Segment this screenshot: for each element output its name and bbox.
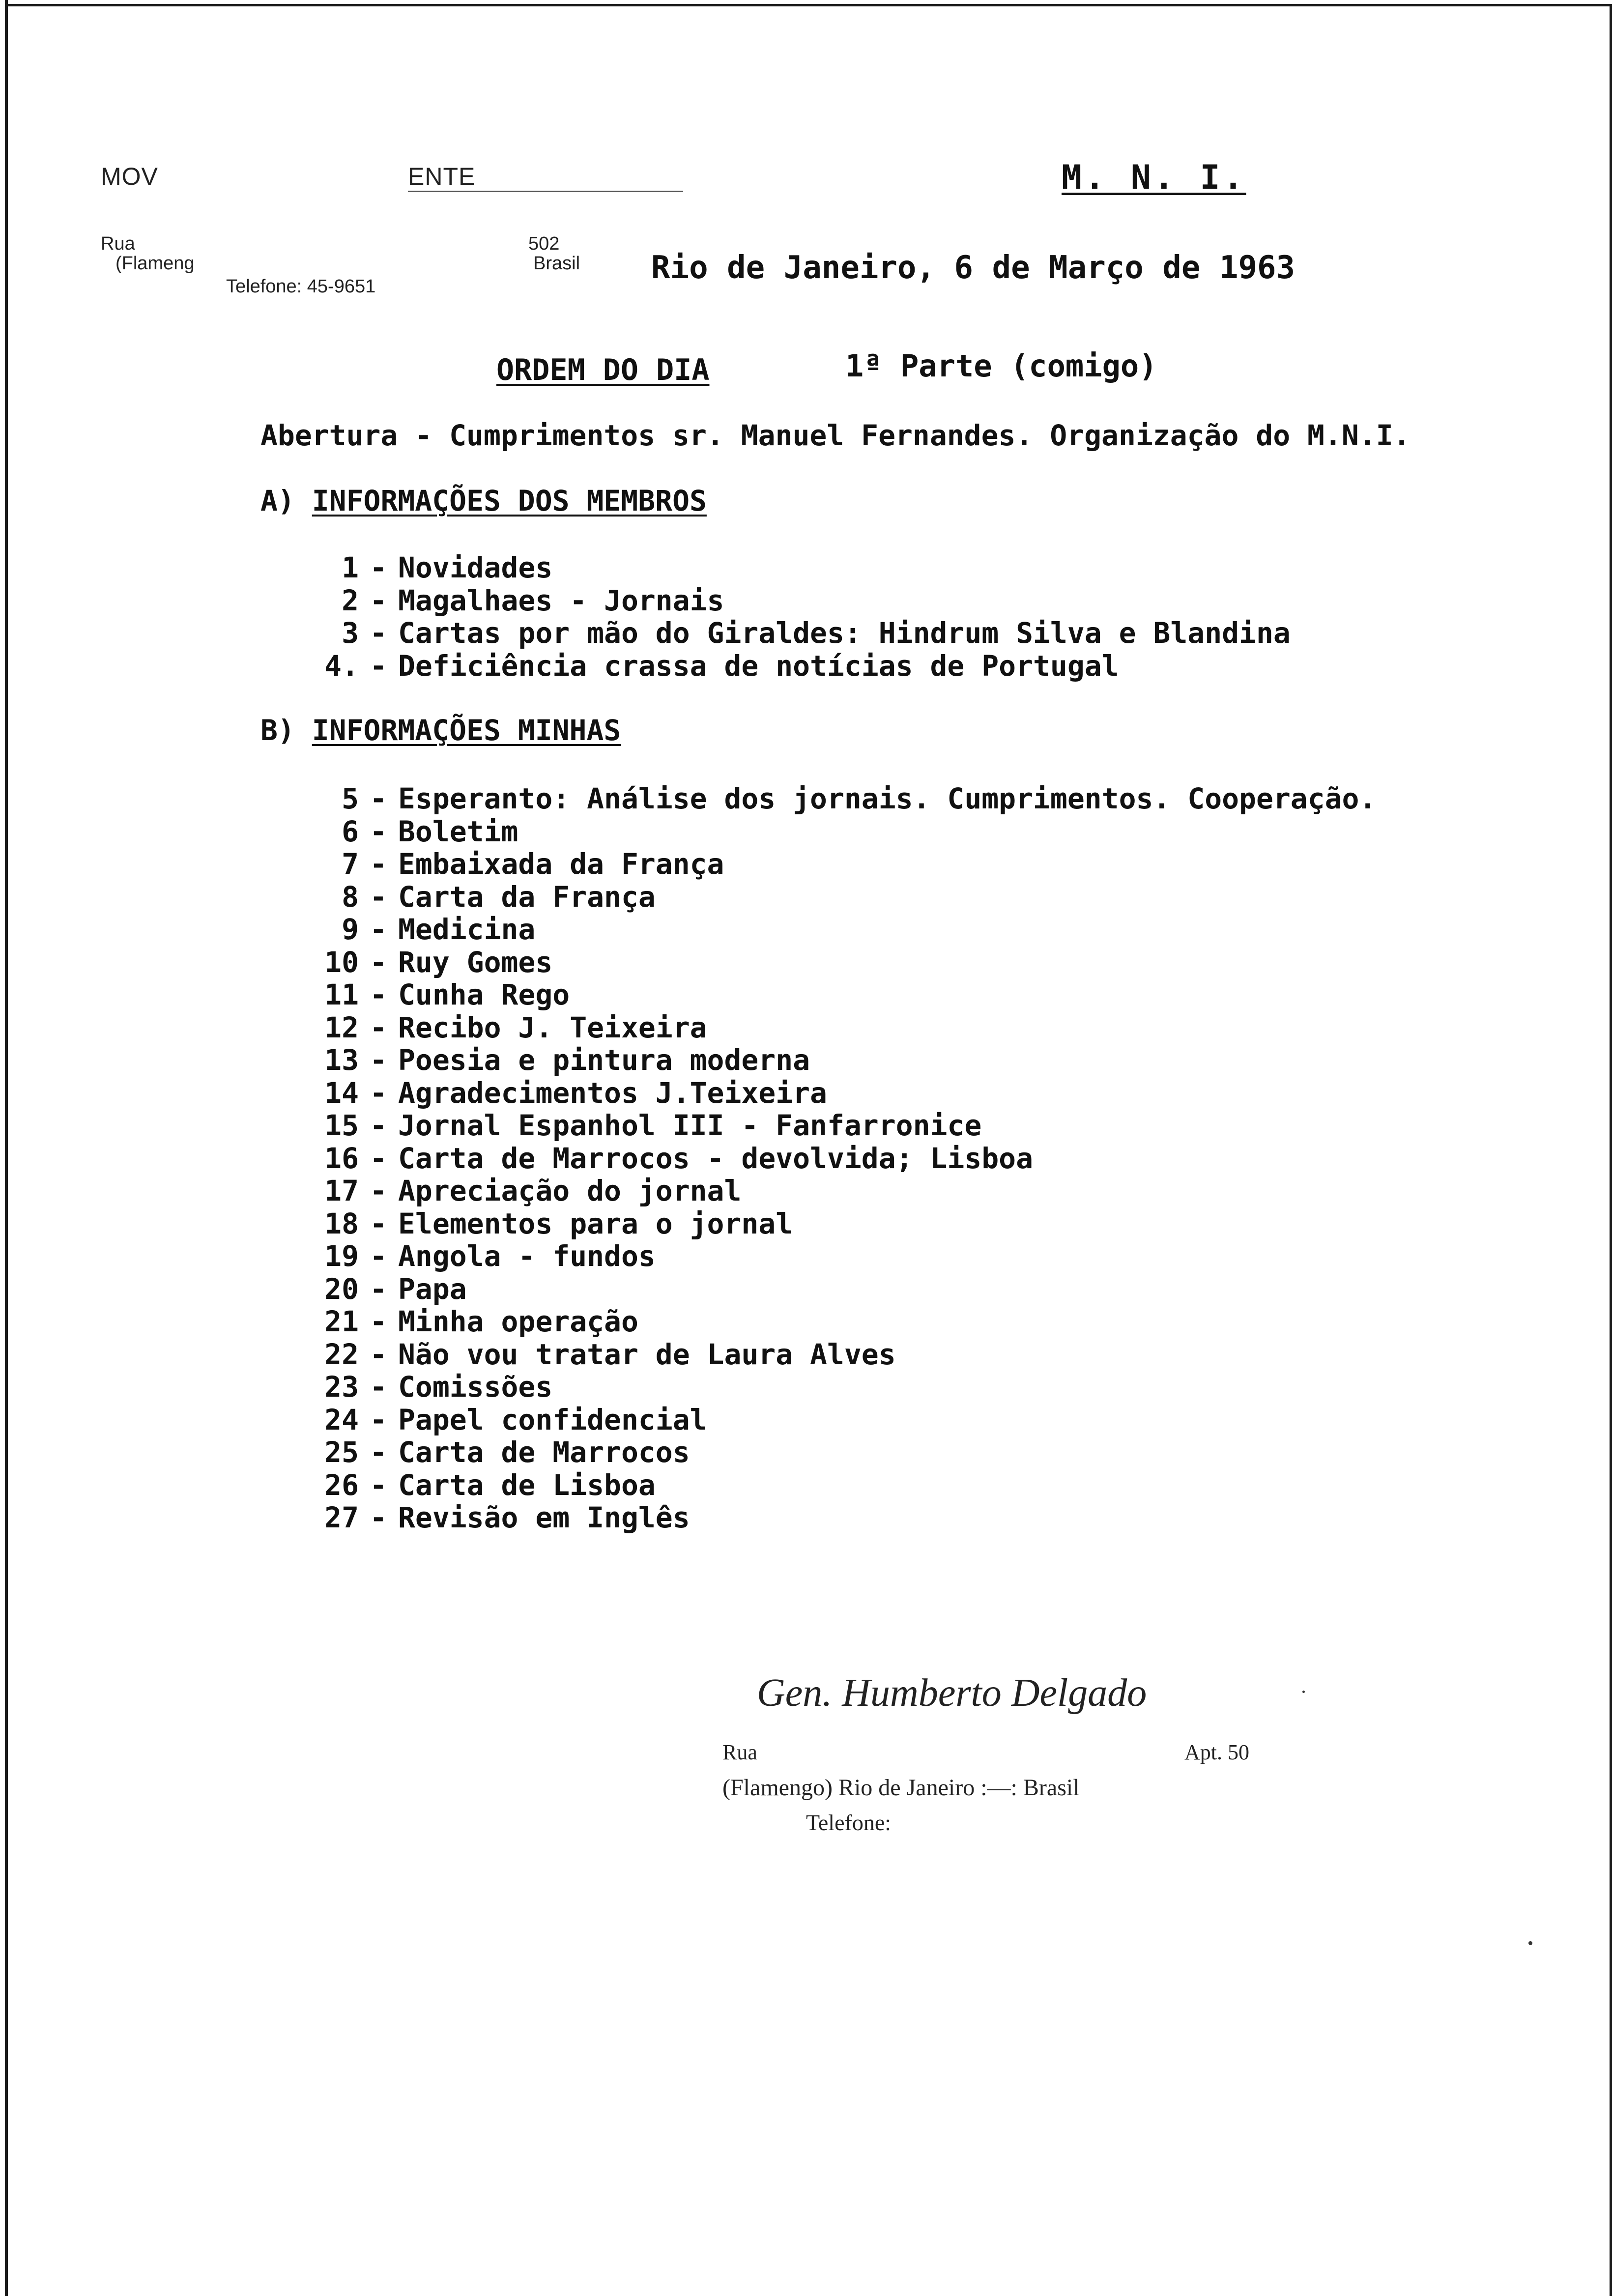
list-item	[275, 881, 1376, 914]
item-number: 1	[342, 551, 359, 584]
organization-abbreviation: M. N. I.	[1062, 158, 1246, 197]
item-dash: -	[370, 1174, 387, 1207]
item-text: Carta de Marrocos	[398, 1435, 690, 1469]
item-number: 25	[324, 1435, 359, 1469]
item-number: 26	[324, 1468, 359, 1502]
item-number: 22	[324, 1337, 359, 1371]
scan-border-left	[5, 0, 8, 2296]
section-a-label: A)	[260, 484, 295, 517]
item-dash: -	[370, 1337, 387, 1371]
item-dash: -	[370, 1043, 387, 1077]
item-number: 24	[324, 1403, 359, 1436]
list-item	[275, 1501, 1376, 1534]
list-item	[275, 1404, 1376, 1436]
item-dash: -	[370, 913, 387, 946]
item-text: Boletim	[398, 814, 518, 848]
item-number: 11	[324, 978, 359, 1011]
item-dash: -	[370, 847, 387, 881]
item-text: Poesia e pintura moderna	[398, 1043, 810, 1077]
section-a-heading	[260, 484, 707, 517]
item-dash: -	[370, 1206, 387, 1240]
item-dash: -	[370, 649, 387, 683]
signature-address: Rua Apt. 50	[722, 1740, 1249, 1764]
item-text: Angola - fundos	[398, 1239, 656, 1273]
letterhead-line-3: (Flameng Brasil	[115, 253, 580, 274]
scan-border-right	[1610, 4, 1612, 2296]
item-text: Deficiência crassa de notícias de Portugal	[398, 649, 1119, 683]
section-b-list	[275, 782, 1376, 1534]
item-number: 4.	[324, 649, 359, 683]
item-text: Elementos para o jornal	[398, 1206, 793, 1240]
list-item	[275, 782, 1376, 815]
list-item	[275, 1436, 1376, 1469]
letterhead-line-2: Rua 502	[101, 233, 560, 254]
item-number: 14	[324, 1076, 359, 1110]
list-item	[275, 848, 1376, 881]
list-item	[275, 1207, 1376, 1240]
scan-speck	[1302, 1691, 1305, 1693]
scan-speck	[1528, 1941, 1532, 1945]
item-number: 20	[324, 1272, 359, 1306]
item-number: 23	[324, 1370, 359, 1404]
item-number: 6	[342, 814, 359, 848]
list-item	[275, 1175, 1376, 1207]
list-item	[275, 1273, 1376, 1306]
item-dash: -	[370, 1501, 387, 1534]
item-dash: -	[370, 1010, 387, 1044]
item-dash: -	[370, 1305, 387, 1338]
section-b-label: B)	[260, 714, 295, 747]
item-number: 9	[342, 913, 359, 946]
item-dash: -	[370, 814, 387, 848]
item-number: 18	[324, 1206, 359, 1240]
item-dash: -	[370, 1141, 387, 1175]
list-item	[275, 1305, 1376, 1338]
list-item	[275, 978, 1376, 1011]
signature-name: Gen. Humberto Delgado	[757, 1671, 1147, 1715]
item-number: 15	[324, 1109, 359, 1142]
item-dash: -	[370, 1435, 387, 1469]
item-number: 10	[324, 945, 359, 979]
list-item	[275, 551, 1291, 584]
list-item	[275, 650, 1291, 683]
item-text: Carta de Lisboa	[398, 1468, 656, 1502]
item-dash: -	[370, 1468, 387, 1502]
list-item	[275, 913, 1376, 946]
item-text: Comissões	[398, 1370, 553, 1404]
item-number: 12	[324, 1010, 359, 1044]
signature-phone: Telefone:	[806, 1810, 892, 1835]
list-item	[275, 1011, 1376, 1044]
agenda-part-label: 1ª Parte (comigo)	[845, 348, 1157, 384]
list-item	[275, 584, 1291, 617]
letterhead-phone: Telefone: 45-9651	[226, 276, 376, 297]
item-dash: -	[370, 782, 387, 815]
item-text: Novidades	[398, 551, 553, 584]
list-item	[275, 946, 1376, 979]
item-number: 13	[324, 1043, 359, 1077]
item-dash: -	[370, 1076, 387, 1110]
agenda-heading: ORDEM DO DIA	[496, 353, 710, 387]
item-number: 16	[324, 1141, 359, 1175]
item-text: Ruy Gomes	[398, 945, 553, 979]
item-number: 21	[324, 1305, 359, 1338]
item-text: Recibo J. Teixeira	[398, 1010, 707, 1044]
section-a-list	[275, 551, 1291, 682]
list-item	[275, 1240, 1376, 1273]
item-text: Embaixada da França	[398, 847, 724, 881]
signature-city: (Flamengo) Rio de Janeiro :—: Brasil	[722, 1775, 1080, 1801]
item-text: Papel confidencial	[398, 1403, 707, 1436]
section-a-title: INFORMAÇÕES DOS MEMBROS	[312, 484, 707, 517]
letterhead-rule	[408, 191, 683, 192]
list-item	[275, 1109, 1376, 1142]
item-dash: -	[370, 551, 387, 584]
date-line: Rio de Janeiro, 6 de Março de 1963	[651, 250, 1295, 286]
opening-line: Abertura - Cumprimentos sr. Manuel Fernandes. Organização do M.N.I.	[260, 419, 1410, 452]
item-number: 7	[342, 847, 359, 881]
item-text: Carta da França	[398, 880, 656, 914]
item-dash: -	[370, 1109, 387, 1142]
item-text: Medicina	[398, 913, 536, 946]
scan-border-top	[5, 4, 1612, 6]
item-dash: -	[370, 583, 387, 617]
item-text: Papa	[398, 1272, 467, 1306]
item-number: 27	[324, 1501, 359, 1534]
item-number: 17	[324, 1174, 359, 1207]
item-text: Magalhaes - Jornais	[398, 583, 724, 617]
item-dash: -	[370, 1403, 387, 1436]
item-text: Revisão em Inglês	[398, 1501, 690, 1534]
item-number: 19	[324, 1239, 359, 1273]
list-item	[275, 617, 1291, 650]
item-dash: -	[370, 880, 387, 914]
list-item	[275, 1338, 1376, 1371]
item-text: Agradecimentos J.Teixeira	[398, 1076, 827, 1110]
list-item	[275, 1371, 1376, 1404]
list-item	[275, 815, 1376, 848]
list-item	[275, 1077, 1376, 1110]
item-text: Cartas por mão do Giraldes: Hindrum Silva e Blandina	[398, 616, 1291, 650]
section-b-title: INFORMAÇÕES MINHAS	[312, 714, 621, 747]
item-dash: -	[370, 1370, 387, 1404]
item-text: Cunha Rego	[398, 978, 570, 1011]
item-text: Minha operação	[398, 1305, 638, 1338]
item-dash: -	[370, 1239, 387, 1273]
list-item	[275, 1469, 1376, 1502]
item-text: Apreciação do jornal	[398, 1174, 742, 1207]
section-b-heading	[260, 714, 621, 747]
item-text: Jornal Espanhol III - Fanfarronice	[398, 1109, 982, 1142]
item-number: 2	[342, 583, 359, 617]
letterhead-line-1: MOV ENTE	[101, 163, 476, 190]
list-item	[275, 1142, 1376, 1175]
item-dash: -	[370, 1272, 387, 1306]
item-text: Não vou tratar de Laura Alves	[398, 1337, 896, 1371]
item-dash: -	[370, 945, 387, 979]
list-item	[275, 1044, 1376, 1077]
item-text: Carta de Marrocos - devolvida; Lisboa	[398, 1141, 1034, 1175]
item-number: 5	[342, 782, 359, 815]
item-dash: -	[370, 978, 387, 1011]
item-dash: -	[370, 616, 387, 650]
item-number: 8	[342, 880, 359, 914]
item-number: 3	[342, 616, 359, 650]
item-text: Esperanto: Análise dos jornais. Cumprimentos. Cooperação.	[398, 782, 1377, 815]
